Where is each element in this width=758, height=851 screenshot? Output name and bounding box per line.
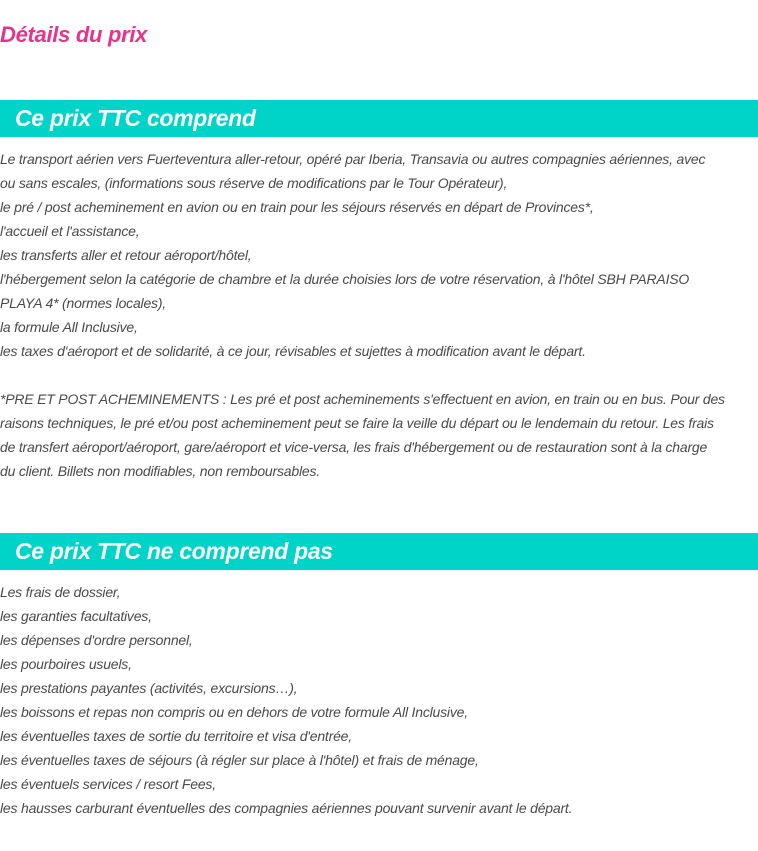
- included-line: les transferts aller et retour aéroport/hôtel,: [0, 247, 252, 263]
- excluded-line: les éventuelles taxes de sortie du territoire et visa d'entrée,: [0, 728, 352, 744]
- included-line: ou sans escales, (informations sous réserve de modifications par le Tour Opérateur),: [0, 175, 508, 191]
- note-line: de transfert aéroport/aéroport, gare/aéroport et vice-versa, les frais d'hébergement ou de restauration sont à la charge: [0, 439, 708, 455]
- included-list: [0, 147, 758, 363]
- included-line: la formule All Inclusive,: [0, 319, 138, 335]
- included-line: le pré / post acheminement en avion ou en train pour les séjours réservés en départ de Provinces*,: [0, 199, 594, 215]
- excluded-line: les pourboires usuels,: [0, 656, 132, 672]
- included-line: les taxes d'aéroport et de solidarité, à ce jour, révisables et sujettes à modification avant le départ.: [0, 343, 586, 359]
- excluded-section-title: Ce prix TTC ne comprend pas: [15, 538, 333, 564]
- excluded-list: [0, 580, 758, 820]
- included-line: Le transport aérien vers Fuerteventura aller-retour, opéré par Iberia, Transavia ou autres compagnies aériennes, avec: [0, 151, 706, 167]
- included-line: PLAYA 4* (normes locales),: [0, 295, 166, 311]
- included-line: l'hébergement selon la catégorie de chambre et la durée choisies lors de votre réservation, à l'hôtel SBH PARAISO: [0, 271, 690, 287]
- note-line: raisons techniques, le pré et/ou post acheminement peut se faire la veille du départ ou le lendemain du retour. Les frais: [0, 415, 714, 431]
- excluded-line: les hausses carburant éventuelles des compagnies aériennes pouvant survenir avant le départ.: [0, 800, 573, 816]
- included-section-header: [0, 100, 758, 137]
- excluded-line: les éventuels services / resort Fees,: [0, 776, 216, 792]
- excluded-line: les dépenses d'ordre personnel,: [0, 632, 193, 648]
- page-title: Détails du prix: [0, 22, 148, 47]
- excluded-line: les boissons et repas non compris ou en dehors de votre formule All Inclusive,: [0, 704, 468, 720]
- included-section-title: Ce prix TTC comprend: [15, 105, 256, 131]
- excluded-line: les prestations payantes (activités, excursions…),: [0, 680, 298, 696]
- included-line: l'accueil et l'assistance,: [0, 223, 140, 239]
- note-line: *PRE ET POST ACHEMINEMENTS : Les pré et post acheminements s'effectuent en avion, en train ou en bus. Pour des: [0, 391, 725, 407]
- note-line: du client. Billets non modifiables, non remboursables.: [0, 463, 320, 479]
- excluded-line: Les frais de dossier,: [0, 584, 121, 600]
- pre-post-transport-note: [0, 387, 758, 483]
- excluded-line: les éventuelles taxes de séjours (à régler sur place à l'hôtel) et frais de ménage,: [0, 752, 479, 768]
- excluded-line: les garanties facultatives,: [0, 608, 152, 624]
- excluded-section-header: [0, 533, 758, 570]
